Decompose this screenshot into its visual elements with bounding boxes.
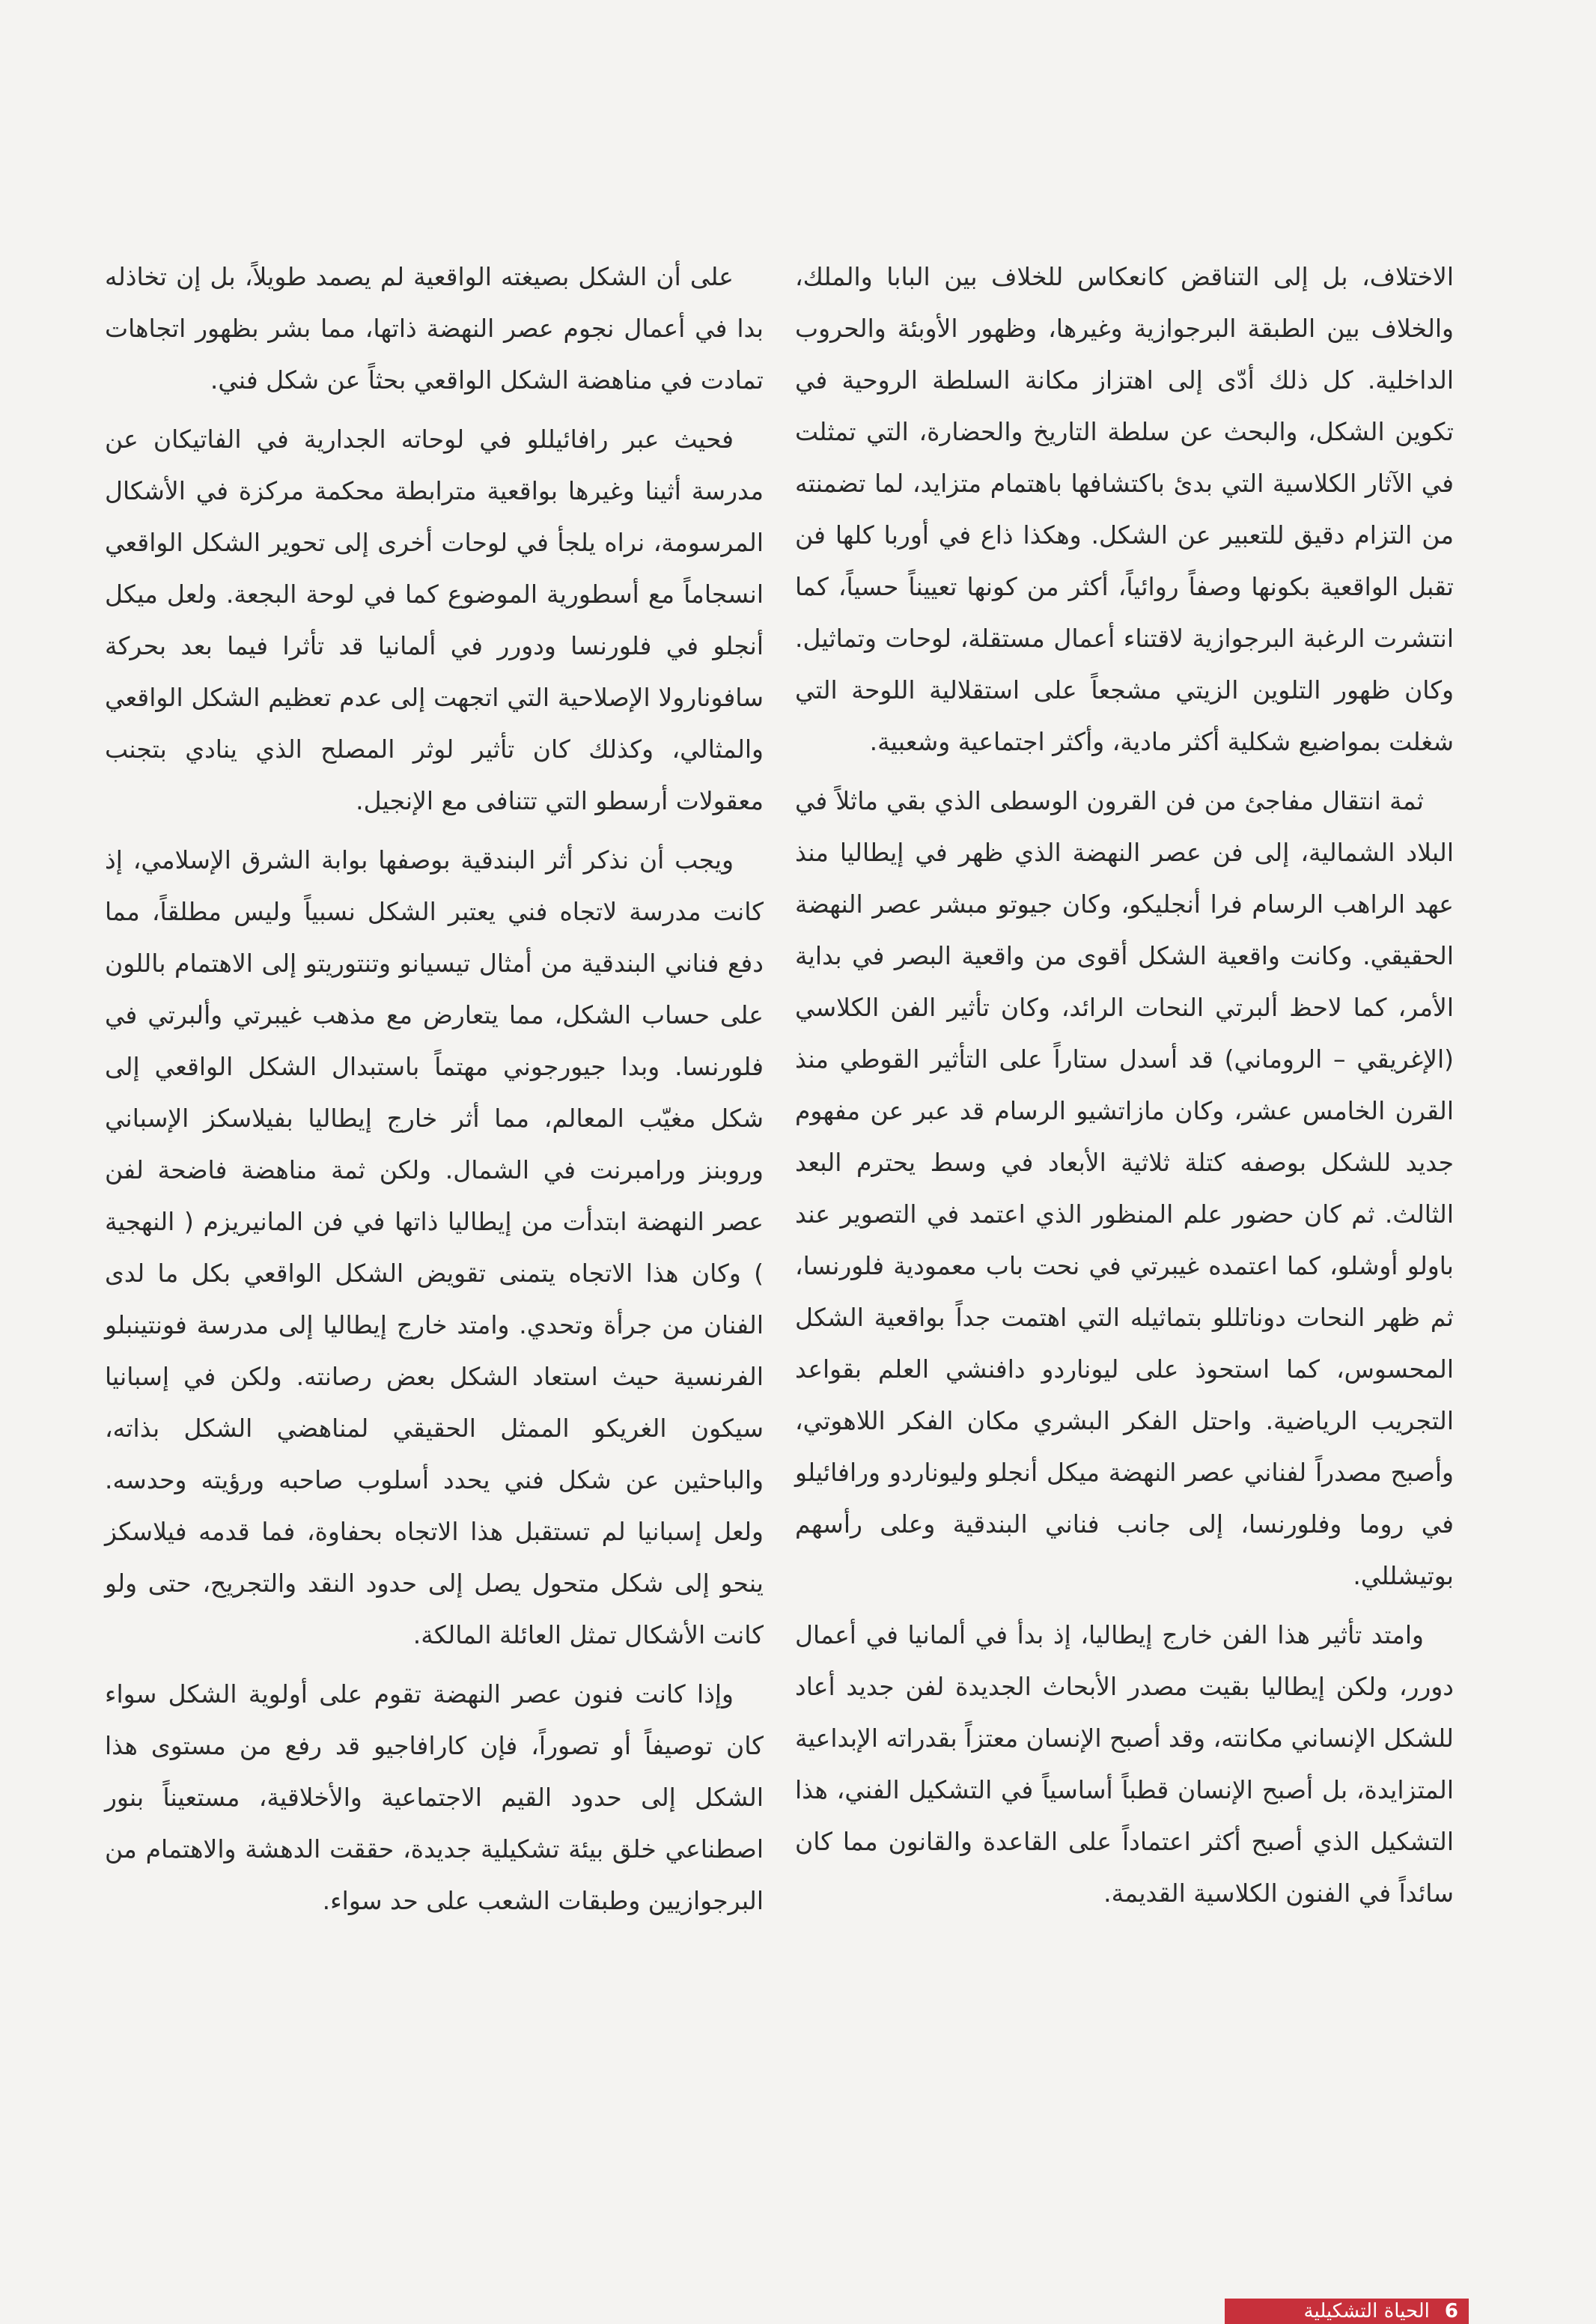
paragraph: فحيث عبر رافائيللو في لوحاته الجدارية في الفاتيكان عن مدرسة أثينا وغيرها بواقعية مترابطة محكمة مركزة في الأشكال المرسومة، نراه يلجأ في لوحات أخرى إلى تحوير الشكل الواقعي انسجاماً مع أسطورية الموضوع كما في لوحة البجعة. ولعل ميكل أنجلو في فلورنسا ودورر في ألمانيا قد تأثرا فيما بعد بحركة سافونارولا الإصلاحية التي اتجهت إلى عدم تعظيم الشكل الواقعي والمثالي، وكذلك كان تأثير لوثر المصلح الذي ينادي بتجنب معقولات أرسطو التي تتنافى مع الإنجيل. (105, 425, 764, 815)
paragraph: وإذا كانت فنون عصر النهضة تقوم على أولوية الشكل سواء كان توصيفاً أو تصوراً، فإن كارافاجيو قد رفع من مستوى هذا الشكل إلى حدود القيم الاجتماعية والأخلاقية، مستعيناً بنور اصطناعي خلق بيئة تشكيلية جديدة، حققت الدهشة والاهتمام من البرجوازيين وطبقات الشعب على حد سواء. (105, 1679, 764, 1915)
article-left-column (105, 251, 764, 1934)
paragraph: وامتد تأثير هذا الفن خارج إيطاليا، إذ بدأ في ألمانيا في أعمال دورر، ولكن إيطاليا بقيت مصدر الأبحاث الجديدة لفن جديد أعاد للشكل الإنساني مكانته، وقد أصبح الإنسان معتزاً بقدراته الإبداعية المتزايدة، بل أصبح الإنسان قطباً أساسياً في التشكيل الفني، هذا التشكيل الذي أصبح أكثر اعتماداً على القاعدة والقانون مما كان سائداً في الفنون الكلاسية القديمة. (795, 1620, 1454, 1908)
page-footer (1225, 2299, 1469, 2324)
magazine-name: الحياة التشكيلية (1303, 2300, 1430, 2323)
article-right-column (795, 251, 1454, 1926)
paragraph: على أن الشكل بصيغته الواقعية لم يصمد طويلاً، بل إن تخاذله بدا في أعمال نجوم عصر النهضة ذاتها، مما بشر بظهور اتجاهات تمادت في مناهضة الشكل الواقعي بحثاً عن شكل فني. (105, 262, 764, 395)
paragraph: الاختلاف، بل إلى التناقض كانعكاس للخلاف بين البابا والملك، والخلاف بين الطبقة البرجوازية وغيرها، وظهور الأوبئة والحروب الداخلية. كل ذلك أدّى إلى اهتزاز مكانة السلطة الروحية في تكوين الشكل، والبحث عن سلطة التاريخ والحضارة، التي تمثلت في الآثار الكلاسية التي بدئ باكتشافها باهتمام متزايد، لما تضمنته من التزام دقيق للتعبير عن الشكل. وهكذا ذاع في أوربا كلها فن تقبل الواقعية بكونها وصفاً روائياً، أكثر من كونها تعييناً حسياً، كما انتشرت الرغبة البرجوازية لاقتناء أعمال مستقلة، لوحات وتماثيل. وكان ظهور التلوين الزيتي مشجعاً على استقلالية اللوحة التي شغلت بمواضيع شكلية أكثر مادية، وأكثر اجتماعية وشعبية. (795, 262, 1454, 756)
page-number: 6 (1444, 2300, 1458, 2323)
paragraph: ويجب أن نذكر أثر البندقية بوصفها بوابة الشرق الإسلامي، إذ كانت مدرسة لاتجاه فني يعتبر الشكل نسبياً وليس مطلقاً، مما دفع فناني البندقية من أمثال تيسيانو وتنتوريتو إلى الاهتمام باللون على حساب الشكل، مما يتعارض مع مذهب غيبرتي وألبرتي في فلورنسا. وبدا جيورجوني مهتماً باستبدال الشكل الواقعي إلى شكل مغيّب المعالم، مما أثر خارج إيطاليا بفيلاسكز الإسباني وروبنز ورامبرنت في الشمال. ولكن ثمة مناهضة فاضحة لفن عصر النهضة ابتدأت من إيطاليا ذاتها في فن المانيريزم ( النهجية ) وكان هذا الاتجاه يتمنى تقويض الشكل الواقعي بكل ما لدى الفنان من جرأة وتحدي. وامتد خارج إيطاليا إلى مدرسة فونتينبلو الفرنسية حيث استعاد الشكل بعض رصانته. ولكن في إسبانيا سيكون الغريكو الممثل الحقيقي لمناهضي الشكل بذاته، والباحثين عن شكل فني يحدد أسلوب صاحبه ورؤيته وحدسه. ولعل إسبانيا لم تستقبل هذا الاتجاه بحفاوة، فما قدمه فيلاسكز ينحو إلى شكل متحول يصل إلى حدود النقد والتجريح، حتى ولو كانت الأشكال تمثل العائلة المالكة. (105, 845, 764, 1649)
paragraph: ثمة انتقال مفاجئ من فن القرون الوسطى الذي بقي ماثلاً في البلاد الشمالية، إلى فن عصر النهضة الذي ظهر في إيطاليا منذ عهد الراهب الرسام فرا أنجليكو، وكان جيوتو مبشر عصر النهضة الحقيقي. وكانت واقعية الشكل أقوى من واقعية البصر في بداية الأمر، كما لاحظ ألبرتي النحات الرائد، وكان تأثير الفن الكلاسي (الإغريقي – الروماني) قد أسدل ستاراً على التأثير القوطي منذ القرن الخامس عشر، وكان مازاتشيو الرسام قد عبر عن مفهوم جديد للشكل بوصفه كتلة ثلاثية الأبعاد في وسط يحترم البعد الثالث. ثم كان حضور علم المنظور الذي اعتمد في التصوير عند باولو أوشلو، كما اعتمده غيبرتي في نحت باب معمودية فلورنسا، ثم ظهر النحات دوناتللو بتماثيله التي اهتمت جداً بواقعية الشكل المحسوس، كما استحوذ على ليوناردو دافنشي العلم بقواعد التجريب الرياضية. واحتل الفكر البشري مكان الفكر اللاهوتي، وأصبح مصدراً لفناني عصر النهضة ميكل أنجلو وليوناردو ورافائيلو في روما وفلورنسا، إلى جانب فناني البندقية وعلى رأسهم بوتيشللي. (795, 786, 1454, 1590)
